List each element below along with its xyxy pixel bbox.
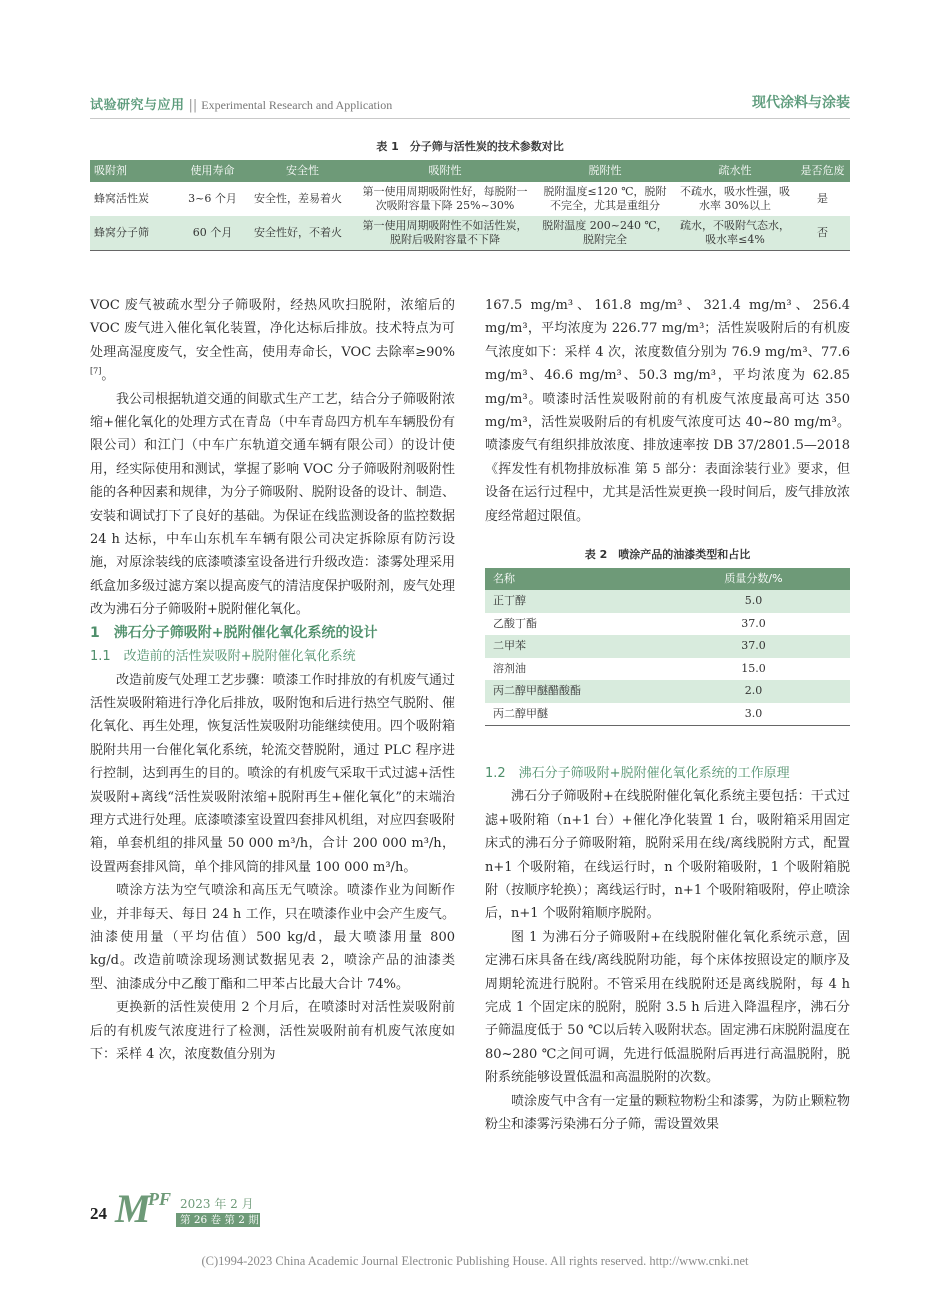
table-cell: 5.0 <box>657 590 850 613</box>
paragraph: 喷涂废气中含有一定量的颗粒物粉尘和漆雾，为防止颗粒物粉尘和漆雾污染沸石分子筛，需设置效果 <box>485 1093 850 1133</box>
table1 <box>90 160 850 251</box>
table1-header-cell: 安全性 <box>250 160 355 182</box>
table-row <box>485 703 850 726</box>
table-cell: 二甲苯 <box>485 635 657 658</box>
table1-header-row <box>90 160 850 182</box>
table-cell: 不疏水，吸水性强，吸水率 30%以上 <box>680 185 790 212</box>
paragraph <box>90 294 455 388</box>
table1-header-cell: 使用寿命 <box>175 160 250 182</box>
table1-header-cell: 是否危废 <box>795 160 850 182</box>
journal-logo-pf: PF <box>148 1189 172 1209</box>
section-heading-1-1: 1.1 改造前的活性炭吸附+脱附催化氧化系统 <box>90 649 356 665</box>
section-heading-1: 1 沸石分子筛吸附+脱附催化氧化系统的设计 <box>90 624 378 641</box>
header-separator: || <box>188 98 198 113</box>
journal-section-title: 试验研究与应用 <box>90 98 185 113</box>
table-cell: 脱附温度≤120 ℃，脱附不完全，尤其是重组分 <box>543 185 667 212</box>
table-cell: 60 个月 <box>175 216 250 251</box>
paragraph-text: VOC 废气被疏水型分子筛吸附，经热风吹扫脱附，浓缩后的 VOC 废气进入催化氧化装置，净化达标后排放。技术特点为可处理高湿度废气，安全性高，使用寿命长，VOC 去除率≥90% <box>90 298 455 360</box>
journal-section-title-en: Experimental Research and Application <box>201 98 393 112</box>
table-cell: 脱附温度 200~240 ℃，脱附完全 <box>535 216 675 251</box>
table1-header-cell: 吸附剂 <box>90 160 175 182</box>
table-cell: 37.0 <box>657 635 850 658</box>
table1-caption: 表 1 分子筛与活性炭的技术参数对比 <box>376 140 564 153</box>
header-divider <box>90 118 850 119</box>
table-row <box>485 613 850 636</box>
running-header-left <box>90 94 392 113</box>
table2 <box>485 568 850 726</box>
table-cell: 丙二醇甲醚醋酸酯 <box>485 680 657 703</box>
table-row <box>485 658 850 681</box>
left-column <box>90 294 455 1066</box>
table1-header-cell: 疏水性 <box>675 160 795 182</box>
paragraph-end: 。 <box>101 368 115 384</box>
table2-header-row <box>485 568 850 590</box>
table-cell: 15.0 <box>741 661 766 675</box>
citation-ref: [7] <box>90 366 102 376</box>
table-row <box>485 590 850 613</box>
issue-date: 2023 年 2 月 <box>180 1197 254 1211</box>
table-row <box>485 680 850 703</box>
table-cell: 溶剂油 <box>493 661 526 675</box>
table-cell: 2.0 <box>657 680 850 703</box>
table-cell: 乙酸丁酯 <box>493 616 537 630</box>
right-column-top <box>485 294 850 528</box>
paragraph: 我公司根据轨道交通的间歇式生产工艺，结合分子筛吸附浓缩+催化氧化的处理方式在青岛（中车青岛四方机车车辆股份有限公司）和江门（中车广东轨道交通车辆有限公司）的设计使用，经实际使用和测试，掌握了影响 VOC 分子筛吸附剂吸附性能的各种因素和规律，为分子筛吸附、脱附设备的设计、制造、安装和调试打下了良好的基础。为保证在线监测设备的监控数据 24 h 达标，中车山东机车车辆有限公司决定拆除原有防污设施，对原涂装线的底漆喷漆室设备进行升级改造：漆雾处理采用纸盒加多级过滤方案以提高废气的清洁度保护吸附剂，废气处理改为沸石分子筛吸附+脱附催化氧化。 <box>90 391 455 618</box>
paragraph: 改造前废气处理工艺步骤：喷漆工作时排放的有机废气通过活性炭吸附箱进行净化后排放，吸附饱和后进行热空气脱附、催化氧化、再生处理，恢复活性炭吸附功能继续使用。四个吸附箱脱附共用一台催化氧化系统，轮流交替脱附，通过 PLC 程序进行控制，达到再生的目的。喷涂的有机废气采取干式过滤+活性炭吸附+离线“活性炭吸附浓缩+脱附再生+催化氧化”的末端治理方式进行处理。底漆喷漆室设置四套排风机组，对应四套吸附箱，单套机组的排风量 50 000 m³/h，合计 200 000 m³/h，设置两套排风筒，单个排风筒的排风量 100 000 m³/h。 <box>90 672 455 875</box>
table-cell: 37.0 <box>741 616 766 630</box>
table-row <box>90 182 850 216</box>
journal-logo-m: M <box>115 1186 151 1231</box>
table-cell: 第一使用周期吸附性不如活性炭，脱附后吸附容量不下降 <box>355 216 535 251</box>
table-cell: 3~6 个月 <box>188 192 237 205</box>
table2-header-cell: 名称 <box>485 568 657 590</box>
section-heading-1-2: 1.2 沸石分子筛吸附+脱附催化氧化系统的工作原理 <box>485 766 790 781</box>
paragraph: 图 1 为沸石分子筛吸附+在线脱附催化氧化系统示意，固定沸石床具备在线/离线脱附功能，每个床体按照设定的顺序及周期轮流进行脱附。不管采用在线脱附还是离线脱附，每 4 h 完成 1 个固定床的脱附，脱附 3.5 h 后进入降温程序，沸石分子筛温度低于 50 ℃以后转入吸附状态。固定沸石床脱附温度在 80~280 ℃之间可调，先进行低温脱附后再进行高温脱附，脱附系统能够设置低温和高温脱附的次数。 <box>485 929 850 1086</box>
copyright-footer: (C)1994-2023 China Academic Journal Electronic Publishing House. All rights reserved. http://www.cnki.net <box>201 1254 749 1268</box>
table-cell: 疏水，不吸附气态水，吸水率≤4% <box>675 216 795 251</box>
table-row <box>485 635 850 658</box>
table-cell: 安全性好，不着火 <box>250 216 355 251</box>
table-row <box>90 216 850 251</box>
paragraph: 喷涂方法为空气喷涂和高压无气喷涂。喷漆作业为间断作业，并非每天、每日 24 h 工作，只在喷漆作业中会产生废气。油漆使用量（平均估值）500 kg/d，最大喷漆用量 800 kg/d。改造前喷涂现场测试数据见表 2，喷涂产品的油漆类型、油漆成分中乙酸丁酯和二甲苯占比最大合计 74%。 <box>90 883 455 992</box>
page-number: 24 <box>90 1204 107 1223</box>
table-cell: 是 <box>817 192 828 205</box>
table1-header-cell: 脱附性 <box>535 160 675 182</box>
table-cell: 否 <box>795 216 850 251</box>
table-cell: 正丁醇 <box>485 590 657 613</box>
issue-volume: 第 26 卷 第 2 期 <box>176 1213 260 1227</box>
right-column-bottom <box>485 762 850 1137</box>
journal-name: 现代涂料与涂装 <box>752 95 850 111</box>
table-cell: 蜂窝活性炭 <box>94 192 149 205</box>
table1-header-cell: 吸附性 <box>355 160 535 182</box>
table-cell: 蜂窝分子筛 <box>90 216 175 251</box>
table-cell: 安全性，差易着火 <box>254 192 342 205</box>
table-cell: 第一使用周期吸附性好，每脱附一次吸附容量下降 25%~30% <box>362 185 528 212</box>
paragraph: 沸石分子筛吸附+在线脱附催化氧化系统主要包括：干式过滤+吸附箱（n+1 台）+催化净化装置 1 台，吸附箱采用固定床式的沸石分子筛吸附箱，脱附采用在线/离线脱附方式，配置 n+1 个吸附箱，在线运行时，n 个吸附箱吸附，1 个吸附箱脱附（按顺序轮换）；离线运行时，n+1 个吸附箱吸附，停止喷涂后，n+1 个吸附箱顺序脱附。 <box>485 789 850 922</box>
table-cell: 丙二醇甲醚 <box>485 703 657 726</box>
paragraph: 167.5 mg/m³、161.8 mg/m³、321.4 mg/m³、256.4 mg/m³，平均浓度为 226.77 mg/m³；活性炭吸附后的有机废气浓度如下：采样 4 次，浓度数值分别为 76.9 mg/m³、77.6 mg/m³、46.6 mg/m³、50.3 mg/m³，平均浓度为 62.85 mg/m³。喷漆时活性炭吸附前的有机废气浓度最高可达 350 mg/m³，活性炭吸附后的有机废气浓度可达 40~80 mg/m³。喷漆废气有组织排放浓度、排放速率按 DB 37/2801.5—2018《挥发性有机物排放标准 第 5 部分：表面涂装行业》要求，但设备在运行过程中，尤其是活性炭更换一段时间后，废气排放浓度经常超过限值。 <box>485 298 850 524</box>
table-cell: 3.0 <box>657 703 850 726</box>
paragraph: 更换新的活性炭使用 2 个月后，在喷漆时对活性炭吸附前后的有机废气浓度进行了检测，活性炭吸附前有机废气浓度如下：采样 4 次，浓度数值分别为 <box>90 1000 455 1062</box>
table2-header-cell: 质量分数/% <box>657 568 850 590</box>
table2-caption: 表 2 喷涂产品的油漆类型和占比 <box>584 548 751 561</box>
